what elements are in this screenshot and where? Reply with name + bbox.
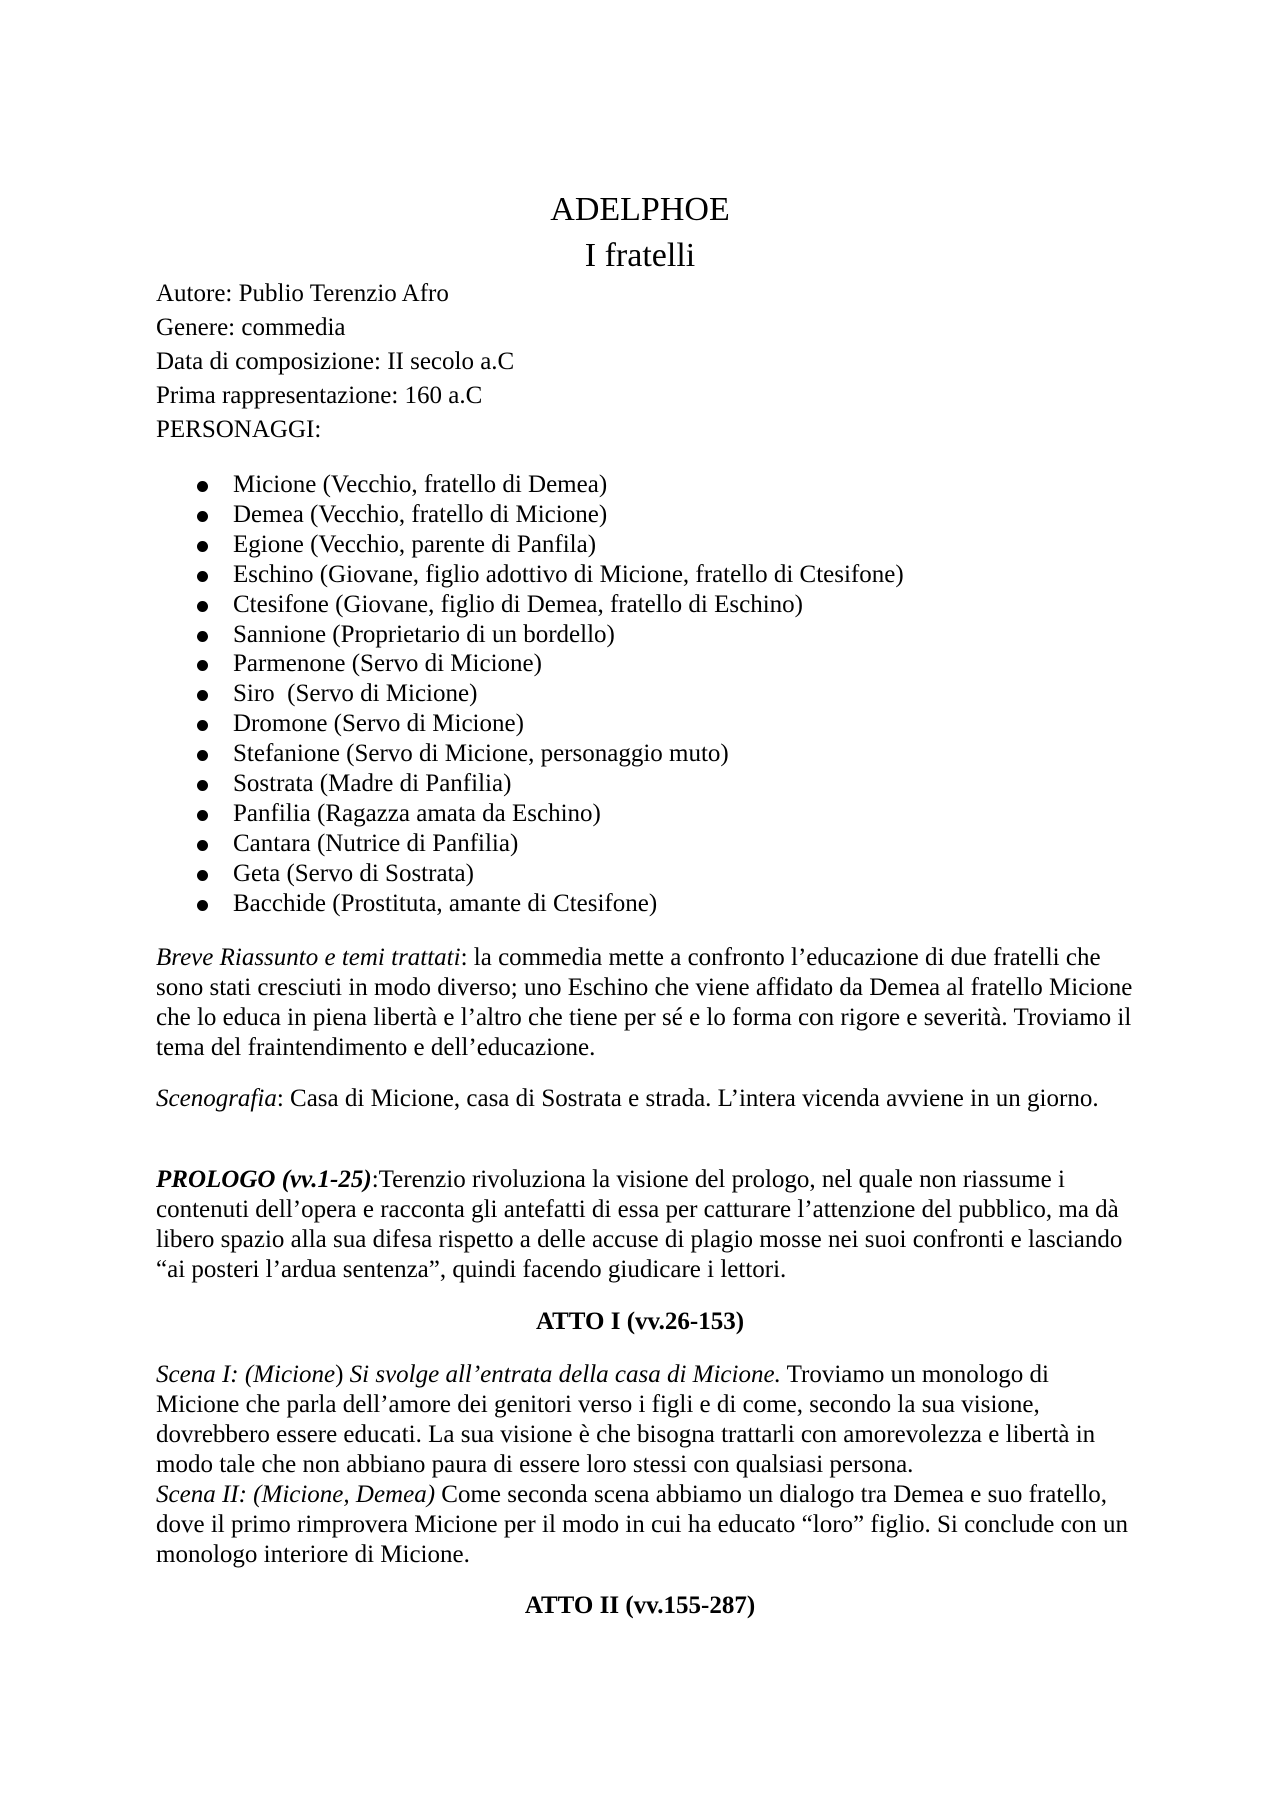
bullet-icon	[197, 511, 208, 522]
act-2-heading: ATTO II (vv.155-287)	[524, 1592, 756, 1619]
list-item: Parmenone (Servo di Micione)	[0, 649, 1280, 679]
list-item: Ctesifone (Giovane, figlio di Demea, fratello di Eschino)	[0, 590, 1280, 620]
bullet-icon	[197, 541, 208, 552]
scene-1-text: Troviamo un monologo di Micione che parla dell’amore dei genitori verso i figli e di come, secondo la sua visione, dovrebbero essere educati. La sua visione è che bisogna trattarli con amorevolezza e libertà in modo tale che non abbiano paura di essere loro stessi con qualsiasi persona.	[156, 1361, 1096, 1478]
bullet-icon	[197, 631, 208, 642]
list-item: Siro (Servo di Micione)	[0, 679, 1280, 709]
scene-1-setting: Si svolge all’entrata della casa di Micione.	[349, 1361, 781, 1388]
scene-1-label: Scena I: (Micione	[156, 1361, 336, 1388]
characters-heading: PERSONAGGI:	[156, 416, 322, 443]
bullet-icon	[197, 870, 208, 881]
genre-line: Genere: commedia	[156, 314, 346, 341]
list-item: Eschino (Giovane, figlio adottivo di Micione, fratello di Ctesifone)	[0, 560, 1280, 590]
bullet-icon	[197, 720, 208, 731]
act-1-scene-1-paragraph	[156, 1360, 1136, 1480]
bullet-icon	[197, 810, 208, 821]
list-item: Geta (Servo di Sostrata)	[0, 859, 1280, 889]
list-item: Bacchide (Prostituta, amante di Ctesifone)	[0, 889, 1280, 919]
scene-1-label-close: )	[335, 1361, 350, 1388]
prologue-text: :Terenzio rivoluziona la visione del prologo, nel quale non riassume i contenuti dell’opera e racconta gli antefatti di essa per catturare l’attenzione del pubblico, ma dà libero spazio alla sua difesa rispetto a delle accuse di plagio mosse nei suoi confronti e lasciando “ai posteri l’ardua sentenza”, quindi facendo giudicare i lettori.	[156, 1166, 1123, 1283]
composition-date-line: Data di composizione: II secolo a.C	[156, 348, 515, 375]
prologue-verses: (vv.1-25)	[275, 1166, 372, 1193]
bullet-icon	[197, 690, 208, 701]
bullet-icon	[197, 900, 208, 911]
bullet-icon	[197, 571, 208, 582]
metadata-block	[156, 277, 514, 447]
author-line: Autore: Publio Terenzio Afro	[156, 280, 449, 307]
list-item: Sannione (Proprietario di un bordello)	[0, 620, 1280, 650]
list-item: Egione (Vecchio, parente di Panfila)	[0, 530, 1280, 560]
bullet-icon	[197, 780, 208, 791]
prologue-paragraph	[156, 1165, 1136, 1285]
list-item: Stefanione (Servo di Micione, personaggio muto)	[0, 739, 1280, 769]
prologue-label: PROLOGO	[156, 1166, 276, 1193]
scenography-text: : Casa di Micione, casa di Sostrata e strada. L’intera vicenda avviene in un giorno.	[276, 1085, 1099, 1112]
first-performance-line: Prima rappresentazione: 160 a.C	[156, 382, 483, 409]
characters-list	[0, 470, 1280, 919]
scenography-label: Scenografia	[156, 1085, 277, 1112]
list-item: Micione (Vecchio, fratello di Demea)	[0, 470, 1280, 500]
scene-2-text: Come seconda scena abbiamo un dialogo tra Demea e suo fratello, dove il primo rimprovera Micione per il modo in cui ha educato “loro” figlio. Si conclude con un monologo interiore di Micione.	[156, 1481, 1128, 1568]
list-item: Dromone (Servo di Micione)	[0, 709, 1280, 739]
bullet-icon	[197, 660, 208, 671]
act-1-scene-2-paragraph	[156, 1480, 1136, 1570]
bullet-icon	[197, 840, 208, 851]
list-item: Demea (Vecchio, fratello di Micione)	[0, 500, 1280, 530]
list-item: Panfilia (Ragazza amata da Eschino)	[0, 799, 1280, 829]
summary-text: : la commedia mette a confronto l’educazione di due fratelli che sono stati cresciuti in modo diverso; uno Eschino che viene affidato da Demea al fratello Micione che lo educa in piena libertà e l’altro che tiene per sé e lo forma con rigore e severità. Troviamo il tema del fraintendimento e dell’educazione.	[156, 944, 1133, 1061]
bullet-icon	[197, 750, 208, 761]
list-item: Cantara (Nutrice di Panfilia)	[0, 829, 1280, 859]
document-subtitle: I fratelli	[584, 237, 696, 274]
summary-paragraph	[156, 943, 1136, 1063]
bullet-icon	[197, 481, 208, 492]
document-title: ADELPHOE	[550, 191, 730, 228]
scenography-paragraph	[156, 1084, 1136, 1114]
summary-label: Breve Riassunto e temi trattati	[156, 944, 461, 971]
list-item: Sostrata (Madre di Panfilia)	[0, 769, 1280, 799]
act-1-heading: ATTO I (vv.26-153)	[535, 1308, 745, 1335]
scene-2-label: Scena II: (Micione, Demea)	[156, 1481, 436, 1508]
bullet-icon	[197, 601, 208, 612]
